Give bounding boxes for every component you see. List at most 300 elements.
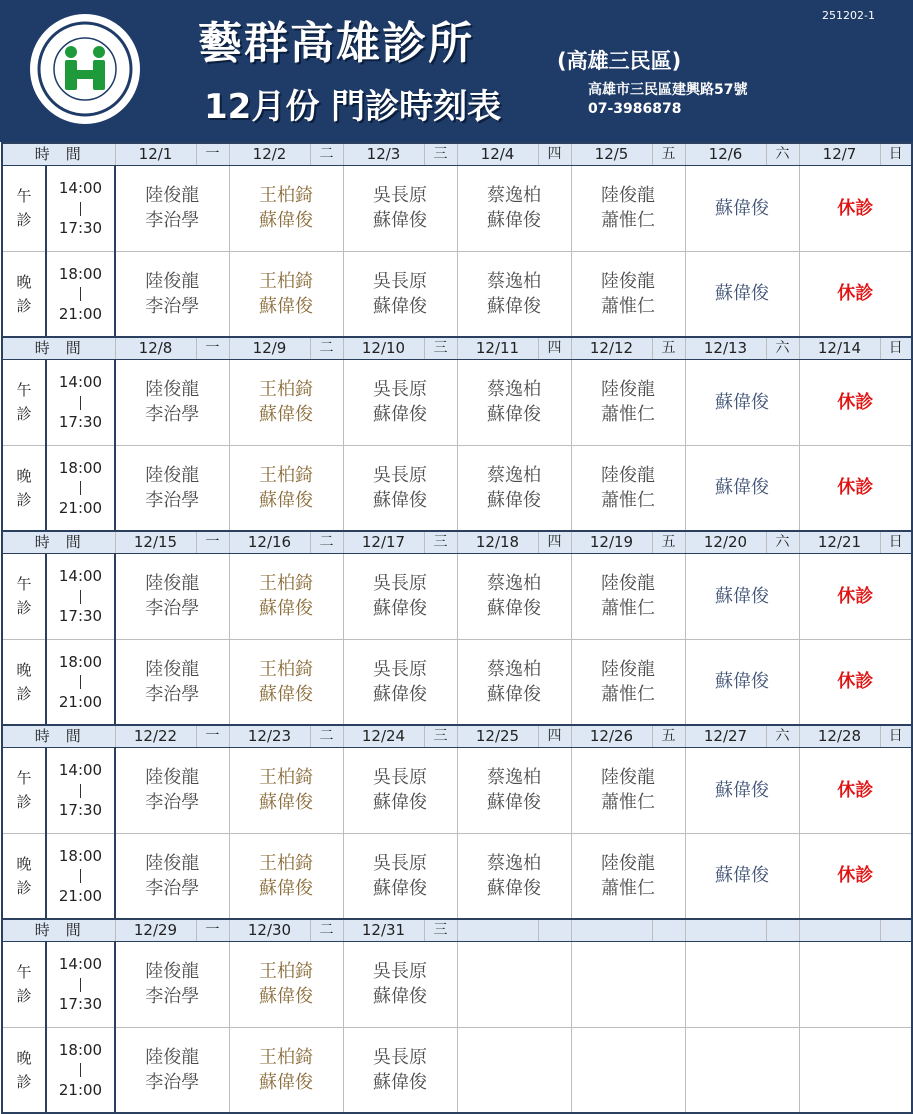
weekday-cell: 五 — [652, 531, 685, 553]
date-cell: 12/26 — [571, 725, 652, 747]
doctor-name: 陸俊龍 — [601, 767, 655, 788]
session-label-char: 午 — [16, 187, 32, 205]
doctor-cell — [343, 639, 457, 725]
doctor-name: 陸俊龍 — [145, 961, 200, 982]
doctor-name: 蔡逸柏 — [487, 658, 541, 680]
week-header-row — [2, 919, 912, 941]
session-start-time: 14:00 — [58, 179, 103, 197]
session-label-char: 晚 — [16, 272, 32, 291]
date-cell — [457, 919, 538, 941]
doctor-name: 陸俊龍 — [601, 573, 655, 594]
session-label-char: 診 — [16, 490, 32, 509]
weekday-cell: 五 — [652, 143, 685, 165]
clinic-phone: 07-3986878 — [588, 101, 682, 117]
doctor-name: 陸俊龍 — [601, 379, 655, 400]
doctor-cell — [115, 1027, 229, 1113]
afternoon-session-row — [2, 553, 912, 639]
evening-session-row — [2, 639, 912, 725]
doctor-name: 陸俊龍 — [145, 1046, 200, 1068]
session-label-char: 晚 — [16, 1048, 32, 1067]
doctor-cell — [115, 165, 229, 251]
session-end-time: 17:30 — [58, 413, 103, 431]
doctor-cell — [457, 445, 571, 531]
doctor-name: 蔡逸柏 — [487, 185, 541, 206]
date-cell: 12/2 — [229, 143, 310, 165]
session-time — [46, 1027, 115, 1113]
closed-label: 休診 — [837, 391, 874, 413]
doctor-cell — [685, 833, 799, 919]
doctor-cell — [685, 165, 799, 251]
doctor-name: 蘇偉俊 — [259, 1071, 313, 1093]
doctor-name: 蘇偉俊 — [487, 295, 541, 317]
doctor-name: 吳長原 — [373, 573, 427, 594]
time-range-divider — [47, 198, 114, 218]
doctor-cell — [799, 747, 912, 833]
doctor-cell — [799, 359, 912, 445]
doctor-name: 蔡逸柏 — [487, 379, 541, 400]
session-end-time: 17:30 — [58, 607, 103, 625]
doctor-name: 蘇偉俊 — [373, 792, 427, 813]
date-cell: 12/22 — [115, 725, 196, 747]
doctor-cell — [571, 553, 685, 639]
doctor-cell — [457, 1027, 571, 1113]
closed-label: 休診 — [837, 671, 874, 693]
doctor-cell — [799, 941, 912, 1027]
doctor-name: 李治學 — [145, 1071, 200, 1093]
doctor-cell — [571, 359, 685, 445]
afternoon-session-row — [2, 941, 912, 1027]
doctor-name: 陸俊龍 — [145, 379, 200, 400]
week-header-row — [2, 337, 912, 359]
date-cell: 12/10 — [343, 337, 424, 359]
date-cell: 12/30 — [229, 919, 310, 941]
session-label-char: 診 — [16, 296, 32, 315]
nhi-logo-mark — [30, 14, 140, 124]
doctor-name: 王柏錡 — [259, 270, 313, 292]
doctor-name: 蘇偉俊 — [487, 683, 541, 705]
time-column-header: 時間 — [2, 919, 115, 941]
doctor-name: 陸俊龍 — [601, 185, 655, 206]
doctor-cell — [229, 251, 343, 337]
session-label-char: 診 — [16, 599, 32, 617]
evening-session-row — [2, 445, 912, 531]
doctor-name: 吳長原 — [373, 852, 427, 874]
doctor-name: 陸俊龍 — [145, 573, 200, 594]
doctor-name: 吳長原 — [373, 961, 427, 982]
weekday-cell: 二 — [310, 143, 343, 165]
weekday-cell: 三 — [424, 919, 457, 941]
date-cell — [571, 919, 652, 941]
weekday-cell: 五 — [652, 337, 685, 359]
closed-label: 休診 — [837, 477, 874, 499]
session-label-char: 診 — [16, 1072, 32, 1091]
weekday-cell: 日 — [880, 337, 912, 359]
session-label-char: 午 — [16, 381, 32, 399]
doctor-name: 王柏錡 — [259, 573, 313, 594]
doctor-cell — [229, 1027, 343, 1113]
week-header-row — [2, 531, 912, 553]
session-time — [46, 747, 115, 833]
weekday-cell: 二 — [310, 531, 343, 553]
session-label — [2, 165, 46, 251]
doctor-name: 蘇偉俊 — [259, 877, 313, 899]
weekday-cell: 日 — [880, 143, 912, 165]
weekday-cell — [880, 919, 912, 941]
weekday-cell: 一 — [196, 143, 229, 165]
weekday-cell: 一 — [196, 337, 229, 359]
doctor-name: 蕭惟仁 — [601, 295, 655, 317]
doctor-cell — [457, 639, 571, 725]
date-cell: 12/16 — [229, 531, 310, 553]
session-time — [46, 639, 115, 725]
date-cell: 12/5 — [571, 143, 652, 165]
doctor-name: 蘇偉俊 — [259, 986, 313, 1007]
weekday-cell: 一 — [196, 531, 229, 553]
doctor-name: 蘇偉俊 — [715, 283, 769, 305]
doctor-name: 李治學 — [145, 986, 200, 1007]
doctor-name: 陸俊龍 — [145, 185, 200, 206]
date-cell: 12/6 — [685, 143, 766, 165]
date-cell — [685, 919, 766, 941]
doctor-cell — [685, 553, 799, 639]
doctor-name: 蘇偉俊 — [373, 210, 427, 231]
doctor-name: 蘇偉俊 — [259, 598, 313, 619]
doctor-name: 蘇偉俊 — [715, 391, 769, 413]
doctor-cell — [799, 639, 912, 725]
doctor-name: 吳長原 — [373, 464, 427, 486]
doctor-cell — [229, 553, 343, 639]
doctor-name: 蔡逸柏 — [487, 767, 541, 788]
date-cell: 12/3 — [343, 143, 424, 165]
session-end-time: 21:00 — [58, 692, 103, 711]
session-label-char: 晚 — [16, 660, 32, 679]
doctor-name: 陸俊龍 — [145, 270, 200, 292]
doctor-name: 蔡逸柏 — [487, 852, 541, 874]
session-start-time: 18:00 — [58, 264, 103, 283]
doctor-cell — [457, 359, 571, 445]
weekday-cell: 四 — [538, 531, 571, 553]
weekday-cell: 四 — [538, 337, 571, 359]
doctor-name: 蘇偉俊 — [487, 210, 541, 231]
date-cell: 12/27 — [685, 725, 766, 747]
weekday-cell: 三 — [424, 725, 457, 747]
date-cell: 12/15 — [115, 531, 196, 553]
session-start-time: 14:00 — [58, 373, 103, 391]
doctor-cell — [571, 251, 685, 337]
doctor-name: 陸俊龍 — [601, 658, 655, 680]
doctor-cell — [571, 1027, 685, 1113]
afternoon-session-row — [2, 747, 912, 833]
week-header-row — [2, 725, 912, 747]
date-cell: 12/24 — [343, 725, 424, 747]
session-end-time: 21:00 — [58, 1080, 103, 1099]
date-cell — [799, 919, 880, 941]
doctor-cell — [799, 833, 912, 919]
doctor-name: 王柏錡 — [259, 464, 313, 486]
time-column-header: 時間 — [2, 725, 115, 747]
weekday-cell: 六 — [766, 725, 799, 747]
doctor-cell — [115, 359, 229, 445]
weekday-cell — [766, 919, 799, 941]
session-time — [46, 553, 115, 639]
evening-session-row — [2, 1027, 912, 1113]
doctor-cell — [457, 747, 571, 833]
time-range-divider — [47, 392, 114, 412]
doctor-name: 李治學 — [145, 598, 200, 619]
weekday-cell: 一 — [196, 725, 229, 747]
session-time — [46, 445, 115, 531]
doctor-cell — [571, 941, 685, 1027]
date-cell: 12/21 — [799, 531, 880, 553]
doctor-name: 蘇偉俊 — [259, 489, 313, 511]
doctor-name: 蘇偉俊 — [715, 477, 769, 499]
doctor-cell — [343, 553, 457, 639]
time-column-header: 時間 — [2, 337, 115, 359]
doctor-name: 王柏錡 — [259, 658, 313, 680]
session-time — [46, 833, 115, 919]
doctor-cell — [343, 833, 457, 919]
session-label — [2, 833, 46, 919]
time-column-header: 時間 — [2, 143, 115, 165]
date-cell: 12/18 — [457, 531, 538, 553]
session-time — [46, 359, 115, 445]
time-column-header: 時間 — [2, 531, 115, 553]
session-end-time: 21:00 — [58, 498, 103, 517]
date-cell: 12/7 — [799, 143, 880, 165]
date-cell: 12/25 — [457, 725, 538, 747]
doctor-cell — [685, 1027, 799, 1113]
session-time — [46, 251, 115, 337]
doctor-name: 李治學 — [145, 489, 200, 511]
doctor-name: 蕭惟仁 — [601, 792, 655, 813]
date-cell: 12/23 — [229, 725, 310, 747]
session-label-char: 晚 — [16, 466, 32, 485]
date-cell: 12/4 — [457, 143, 538, 165]
time-range-divider — [47, 974, 114, 994]
session-end-time: 17:30 — [58, 219, 103, 237]
closed-label: 休診 — [837, 197, 874, 219]
doctor-cell — [343, 747, 457, 833]
afternoon-session-row — [2, 359, 912, 445]
doctor-name: 陸俊龍 — [145, 464, 200, 486]
session-label — [2, 553, 46, 639]
weekday-cell: 二 — [310, 337, 343, 359]
doctor-cell — [685, 359, 799, 445]
doctor-name: 王柏錡 — [259, 185, 313, 206]
session-label-char: 診 — [16, 793, 32, 811]
doctor-name: 吳長原 — [373, 185, 427, 206]
weekday-cell: 二 — [310, 725, 343, 747]
doctor-cell — [343, 1027, 457, 1113]
doctor-cell — [115, 639, 229, 725]
doctor-name: 蘇偉俊 — [259, 404, 313, 425]
doctor-cell — [457, 833, 571, 919]
doctor-cell — [229, 445, 343, 531]
doctor-name: 李治學 — [145, 683, 200, 705]
nhi-logo — [26, 10, 144, 128]
closed-label: 休診 — [837, 283, 874, 305]
session-label-char: 午 — [16, 963, 32, 981]
closed-label: 休診 — [837, 585, 874, 607]
session-start-time: 14:00 — [58, 567, 103, 585]
doctor-name: 王柏錡 — [259, 1046, 313, 1068]
weekday-cell: 日 — [880, 531, 912, 553]
doctor-name: 蘇偉俊 — [487, 877, 541, 899]
doctor-name: 蕭惟仁 — [601, 877, 655, 899]
doctor-cell — [571, 833, 685, 919]
weekday-cell: 三 — [424, 337, 457, 359]
clinic-address: 高雄市三民區建興路57號 — [588, 82, 748, 98]
time-range-divider — [47, 1060, 114, 1080]
doctor-cell — [229, 941, 343, 1027]
session-label — [2, 747, 46, 833]
doctor-name: 蔡逸柏 — [487, 270, 541, 292]
session-label-char: 診 — [16, 878, 32, 897]
doctor-name: 吳長原 — [373, 658, 427, 680]
doctor-name: 蘇偉俊 — [487, 598, 541, 619]
doctor-cell — [685, 445, 799, 531]
session-time — [46, 941, 115, 1027]
afternoon-session-row — [2, 165, 912, 251]
weekday-cell — [538, 919, 571, 941]
session-start-time: 14:00 — [58, 955, 103, 973]
doctor-name: 陸俊龍 — [145, 852, 200, 874]
date-cell: 12/17 — [343, 531, 424, 553]
doctor-name: 蘇偉俊 — [487, 792, 541, 813]
doctor-name: 王柏錡 — [259, 379, 313, 400]
doctor-cell — [115, 747, 229, 833]
date-cell: 12/12 — [571, 337, 652, 359]
session-label — [2, 639, 46, 725]
session-time — [46, 165, 115, 251]
doctor-cell — [799, 165, 912, 251]
date-cell: 12/9 — [229, 337, 310, 359]
doctor-name: 蔡逸柏 — [487, 573, 541, 594]
weekday-cell: 日 — [880, 725, 912, 747]
weekday-cell: 三 — [424, 531, 457, 553]
date-cell: 12/29 — [115, 919, 196, 941]
doctor-cell — [343, 941, 457, 1027]
doctor-name: 蕭惟仁 — [601, 489, 655, 511]
doctor-name: 吳長原 — [373, 767, 427, 788]
clinic-name: 藝群高雄診所 — [198, 18, 474, 69]
doctor-name: 吳長原 — [373, 270, 427, 292]
doctor-name: 吳長原 — [373, 1046, 427, 1068]
doctor-cell — [685, 941, 799, 1027]
doctor-cell — [343, 251, 457, 337]
session-end-time: 17:30 — [58, 995, 103, 1013]
doctor-name: 蘇偉俊 — [373, 877, 427, 899]
doctor-name: 蕭惟仁 — [601, 683, 655, 705]
weekday-cell: 四 — [538, 143, 571, 165]
doctor-cell — [685, 747, 799, 833]
date-cell: 12/28 — [799, 725, 880, 747]
doctor-name: 蘇偉俊 — [715, 197, 769, 219]
doctor-cell — [343, 359, 457, 445]
date-cell: 12/31 — [343, 919, 424, 941]
weekday-cell: 三 — [424, 143, 457, 165]
session-label — [2, 445, 46, 531]
time-range-divider — [47, 866, 114, 886]
date-cell: 12/8 — [115, 337, 196, 359]
doctor-cell — [115, 941, 229, 1027]
doctor-cell — [343, 165, 457, 251]
doctor-name: 吳長原 — [373, 379, 427, 400]
session-label-char: 晚 — [16, 854, 32, 873]
weekday-cell: 一 — [196, 919, 229, 941]
session-start-time: 14:00 — [58, 761, 103, 779]
doctor-cell — [571, 165, 685, 251]
doctor-cell — [343, 445, 457, 531]
doctor-cell — [115, 251, 229, 337]
time-range-divider — [47, 284, 114, 304]
session-start-time: 18:00 — [58, 1040, 103, 1059]
doctor-cell — [685, 251, 799, 337]
closed-label: 休診 — [837, 865, 874, 887]
doctor-cell — [115, 553, 229, 639]
document-code: 251202-1 — [822, 9, 875, 22]
session-label — [2, 359, 46, 445]
doctor-name: 蔡逸柏 — [487, 464, 541, 486]
doctor-cell — [799, 1027, 912, 1113]
session-start-time: 18:00 — [58, 458, 103, 477]
doctor-cell — [799, 553, 912, 639]
doctor-cell — [229, 747, 343, 833]
doctor-name: 李治學 — [145, 295, 200, 317]
evening-session-row — [2, 833, 912, 919]
session-label-char: 診 — [16, 987, 32, 1005]
doctor-name: 蘇偉俊 — [259, 295, 313, 317]
doctor-name: 蘇偉俊 — [373, 489, 427, 511]
doctor-name: 蘇偉俊 — [715, 865, 769, 887]
doctor-name: 蘇偉俊 — [373, 986, 427, 1007]
weekday-cell: 六 — [766, 337, 799, 359]
doctor-cell — [229, 359, 343, 445]
date-cell: 12/14 — [799, 337, 880, 359]
doctor-name: 陸俊龍 — [601, 270, 655, 292]
date-cell: 12/20 — [685, 531, 766, 553]
doctor-name: 王柏錡 — [259, 852, 313, 874]
doctor-name: 陸俊龍 — [145, 767, 200, 788]
doctor-name: 蕭惟仁 — [601, 598, 655, 619]
weekday-cell: 二 — [310, 919, 343, 941]
doctor-name: 蘇偉俊 — [259, 210, 313, 231]
doctor-name: 蘇偉俊 — [373, 295, 427, 317]
doctor-name: 蘇偉俊 — [259, 792, 313, 813]
doctor-cell — [799, 251, 912, 337]
header-banner — [0, 0, 913, 142]
doctor-name: 蘇偉俊 — [373, 1071, 427, 1093]
doctor-name: 李治學 — [145, 404, 200, 425]
week-header-row — [2, 143, 912, 165]
session-end-time: 21:00 — [58, 886, 103, 905]
date-cell: 12/19 — [571, 531, 652, 553]
weekday-cell: 六 — [766, 143, 799, 165]
date-cell: 12/13 — [685, 337, 766, 359]
session-label — [2, 941, 46, 1027]
doctor-cell — [229, 639, 343, 725]
doctor-name: 李治學 — [145, 210, 200, 231]
doctor-name: 李治學 — [145, 792, 200, 813]
session-label-char: 午 — [16, 575, 32, 593]
doctor-name: 陸俊龍 — [145, 658, 200, 680]
date-cell: 12/11 — [457, 337, 538, 359]
doctor-name: 陸俊龍 — [601, 464, 655, 486]
schedule-table — [1, 142, 913, 1114]
session-end-time: 17:30 — [58, 801, 103, 819]
time-range-divider — [47, 780, 114, 800]
doctor-cell — [457, 165, 571, 251]
